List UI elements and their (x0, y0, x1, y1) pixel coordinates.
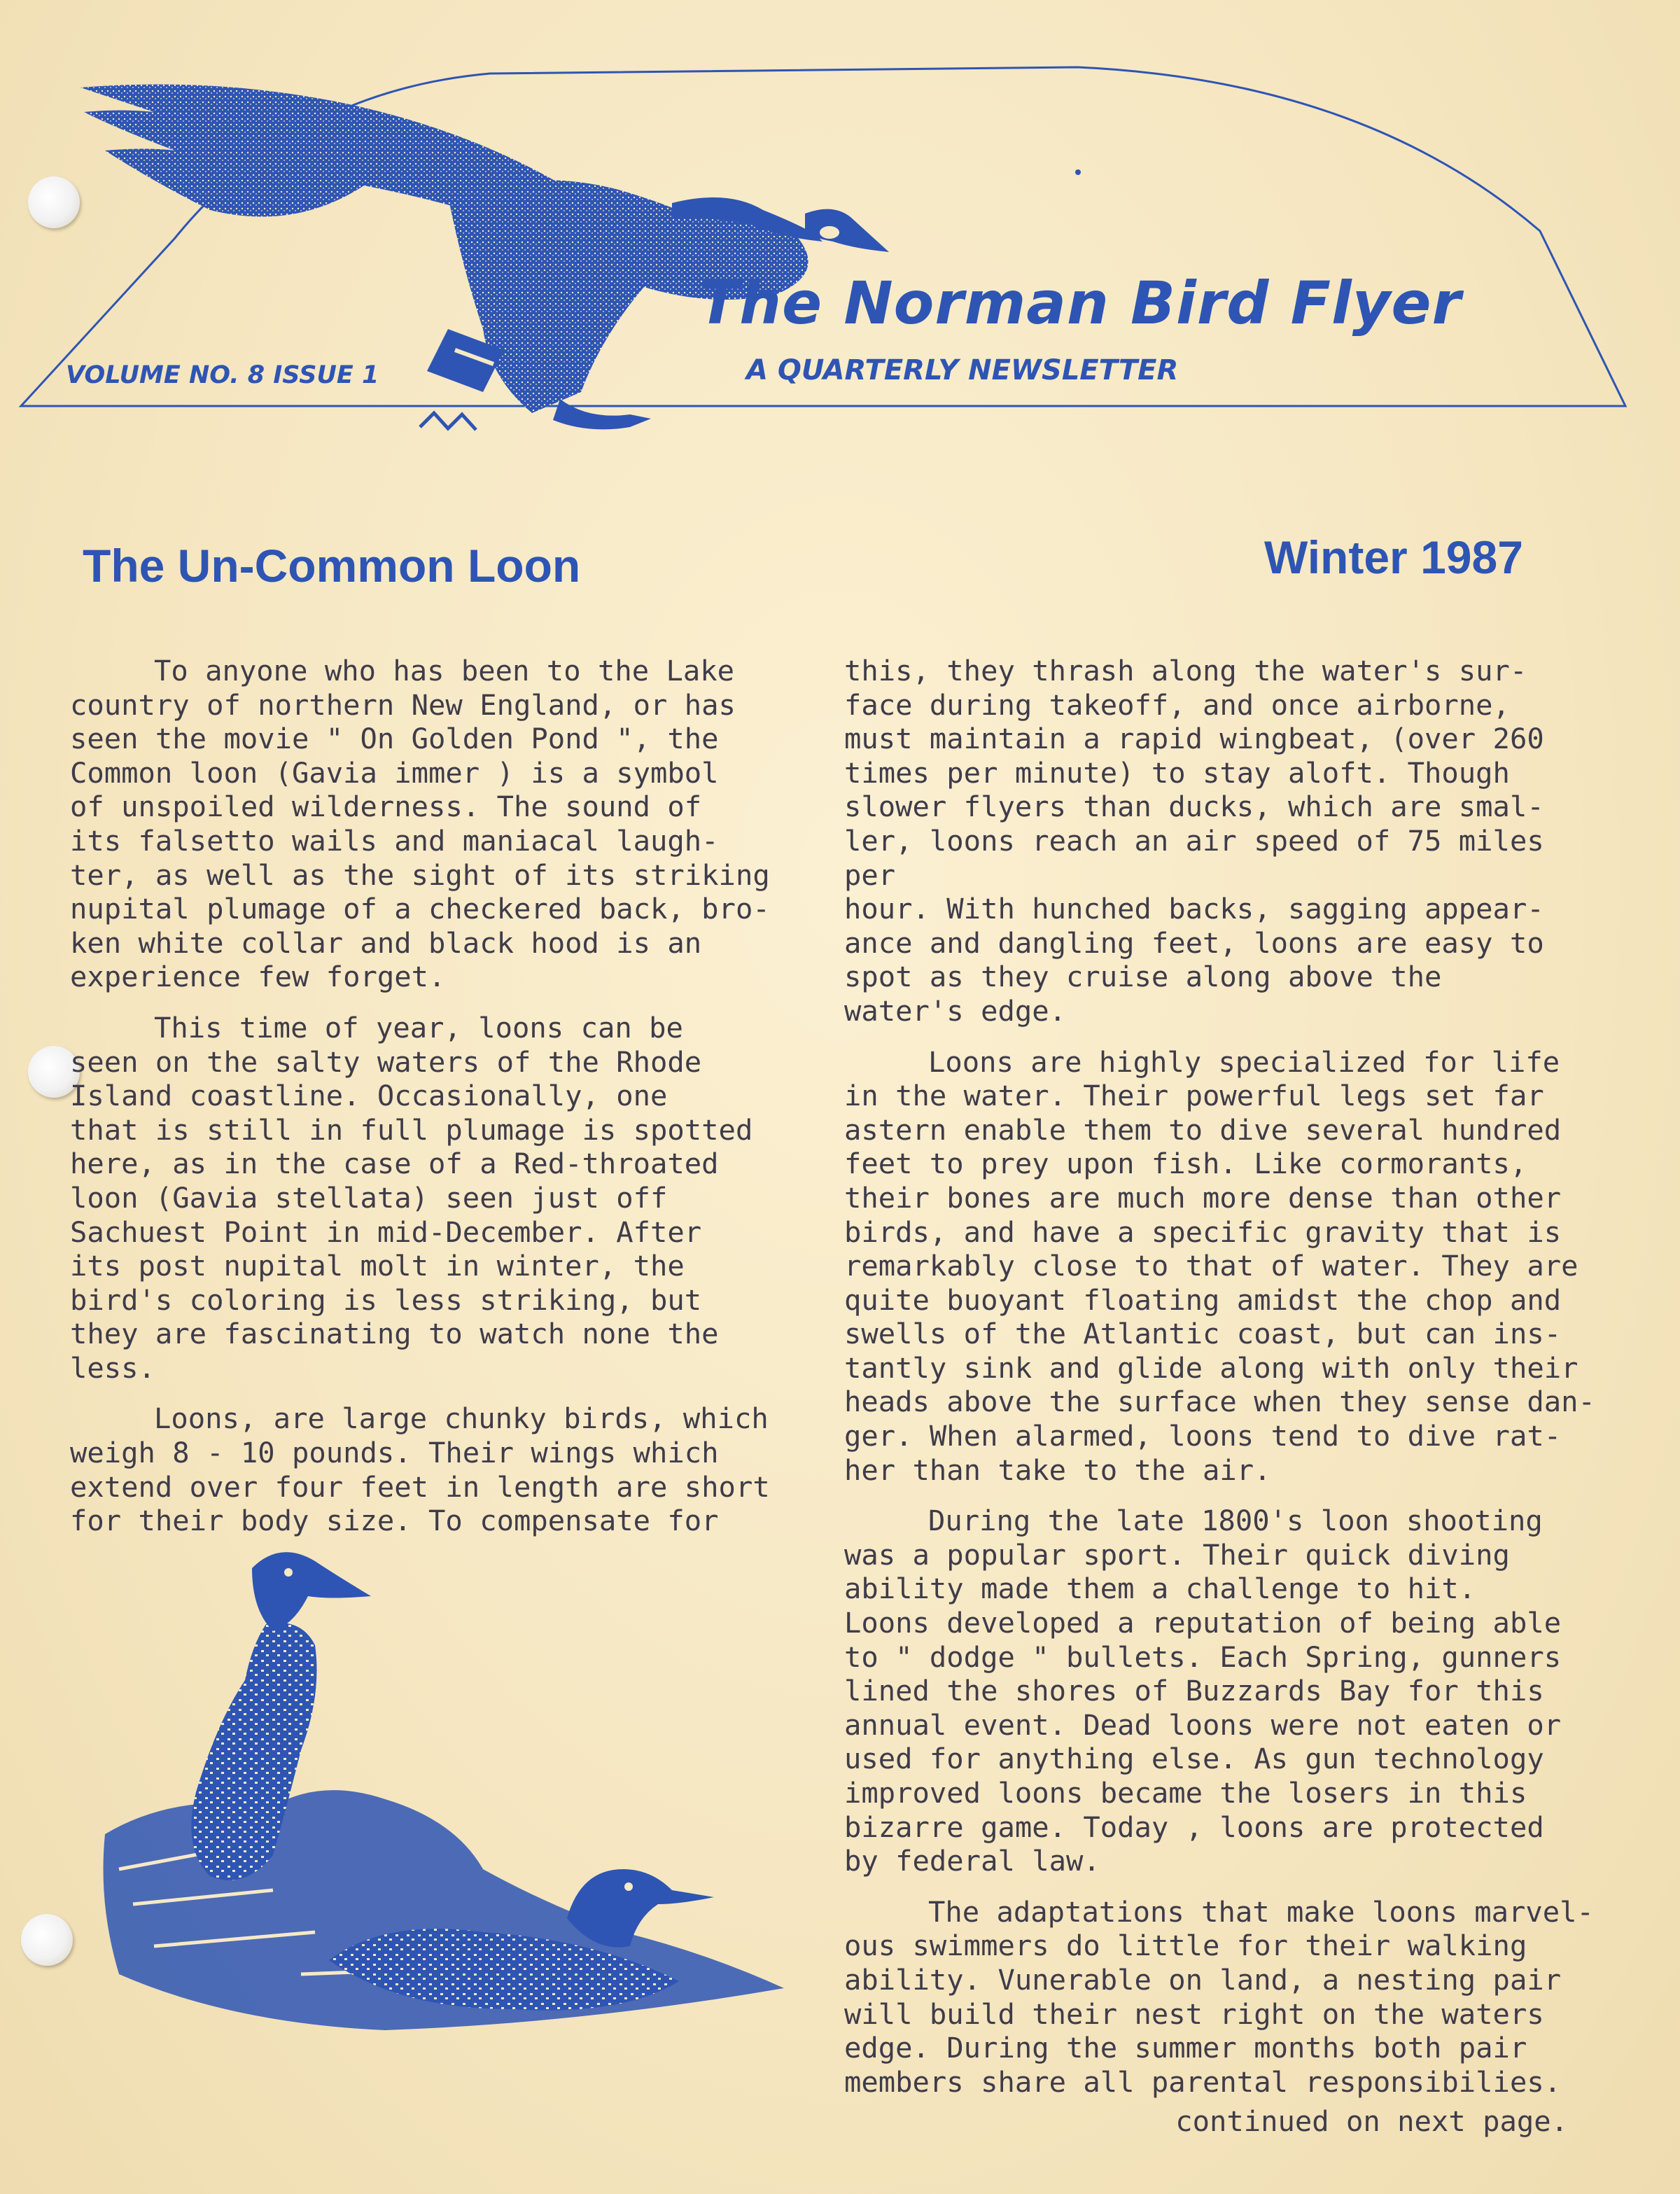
paragraph: During the late 1800's loon shooting was a popular sport. Their quick diving ability made them a challenge to hit. Loons developed a reputation of being able to " dodge " bullets. Each Spring, gunners lined the shores of Buzzards Bay for this annual event. Dead loons were not eaten or used for anything else. As gun technology improved loons became the losers in this bizarre game. Today , loons are protected by federal law. (844, 1504, 1562, 1878)
paragraph: The adaptations that make loons marvel- ous swimmers do little for their walking ability. Vunerable on land, a nesting pair will build their nest right on the waters edge. During the summer months both pair members share all parental responsibilies. (844, 1894, 1594, 2099)
paragraph: this, they thrash along the water's sur- face during takeoff, and once airborne, must maintain a rapid wingbeat, (over 260 times per minute) to stay aloft. Though slower flyers than ducks, which are smal- ler, loons reach an air speed of 75 miles per hour. With hunched backs, sagging appear- ance and dangling feet, loons are easy to spot as they cruise along above the water's edge. (844, 654, 1544, 1028)
goose-head (805, 209, 889, 252)
paragraph: This time of year, loons can be seen on the salty waters of the Rhode Island coastline. Occasionally, one that is still in full plumage is spotted here, as in the case of a Red-throated loon (Gavia stellata) seen just off Sachuest Point in mid-December. After its post nupital molt in winter, the bird's coloring is less striking, but they are fascinating to watch none the less. (70, 1010, 753, 1385)
paragraph: To anyone who has been to the Lake country of northern New England, or has seen the movie " On Golden Pond ", the Common loon (Gavia immer ) is a symbol of unspoiled wilderness. The sound of its falsetto wails and maniacal laugh- ter, as well as the sight of its striking nupital plumage of a checkered back, bro- ken white collar and black hood is an experience few forget. (70, 654, 770, 994)
standing-loon-head (252, 1552, 371, 1631)
swimming-loon-head (567, 1869, 714, 1948)
binder-punch-hole (28, 176, 80, 228)
goose-feet (553, 399, 651, 429)
article-left-column (70, 654, 784, 1555)
paragraph: Loons are highly specialized for life in the water. Their powerful legs set far astern enable them to dive several hundred feet to prey upon fish. Like cormorants, their bones are much more dense than other birds, and have a specific gravity that is remarkably close to that of water. They are quite buoyant floating amidst the chop and swells of the Atlantic coast, but can ins- tantly sink and glide along with only their heads above the surface when they sense dan- ger. When alarmed, loons tend to dive rat- her than take to the air. (844, 1044, 1595, 1487)
issue-date: Winter 1987 (1264, 531, 1523, 583)
binder-punch-hole (21, 1914, 73, 1966)
masthead-goose-illustration (0, 0, 1680, 476)
newsletter-title: The Norman Bird Flyer (699, 269, 1462, 337)
article-title: The Un-Common Loon (83, 540, 581, 592)
article-right-column (844, 654, 1600, 2155)
volume-issue-label: VOLUME NO. 8 ISSUE 1 (66, 361, 379, 389)
continued-note: continued on next page. (1175, 2104, 1568, 2139)
goose-cheek-patch (820, 226, 839, 239)
loons-illustration (91, 1540, 798, 2058)
paragraph: Loons, are large chunky birds, which weigh 8 - 10 pounds. Their wings which extend over four feet in length are short for their body size. To compensate for (70, 1402, 770, 1538)
newsletter-subtitle: A QUARTERLY NEWSLETTER (746, 354, 1179, 386)
